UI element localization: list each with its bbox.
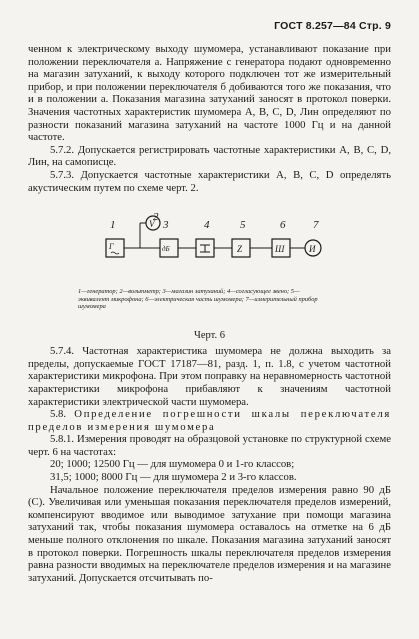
section-title: Определение погрешности шкалы переключателя пределов измерения шумомера: [28, 408, 392, 433]
measuring-instrument-label: И: [309, 244, 316, 255]
page-header: ГОСТ 8.257—84 Стр. 9: [274, 20, 391, 32]
frequency-line-2: 31,5; 1000; 8000 Гц — для шумомера 2 и 3-го классов.: [50, 471, 297, 484]
matching-symbol: [200, 245, 210, 252]
electrical-part-label: Ш: [275, 244, 285, 255]
paragraph-initial-position: Начальное положение переключателя пределов измерения равно 90 дБ (С). Увеличивая или уменьшая показания переключателя пределов измерений, компенсируют вводимое или выводимое затухание при помощи магазина затуханий так, чтобы показания шумомера оставалось на отметке на 6 дБ меньше полного отклонения по шкале. Показания магазина затуханий заносят в протокол поверки. Погрешность шкалы переключателя пределов измерения равна разности вводимых на переключателе пределов измерения и на магазине затуханий. Допускается отсчитывать по-: [28, 483, 391, 584]
impedance-label: Z: [237, 244, 243, 255]
figure-number-7: 7: [313, 219, 319, 232]
figure-number-4: 4: [204, 219, 210, 232]
attenuator-label: дБ: [162, 245, 170, 254]
section-5-8-heading: [28, 408, 391, 433]
paragraph-continuation: ченном к электрическому выходу шумомера, устанавливают показание при положении переключателя а. Напряжение с генератора подают одновременно на магазин затуханий, к выходу которого подключен тот же измерительный прибор, и при положении переключателя б добиваются того же показания, что и в положении а. Показания магазина затуханий заносят в протокол поверки. Значения частотных характеристик шумомера А, В, С, D, Лин определяют по разности показаний магазина затуханий на частоте 1000 Гц и на данной частоте.: [28, 43, 391, 144]
paragraph-5-7-4: 5.7.4. Частотная характеристика шумомера не должна выходить за пределы, допускаемые ГОСТ 17187—81, разд. 1, п. 1.8, с учетом частотной характеристики микрофона. При этом поправку на неравномерность частотной характеристики микрофона прибавляют к значениям частотной характеристики электрической части шумомера.: [28, 345, 391, 408]
paragraph-5-7-2: 5.7.2. Допускается регистрировать частотные характеристики А, В, С, D, Лин, на самописце.: [28, 143, 391, 169]
figure-caption: 1—генератор; 2—вольтметр; 3—магазин затуханий; 4—согласующее звено; 5—эквивалент микрофона; 6—электрическая часть шумомера; 7—измерительный прибор шумомера: [78, 288, 318, 311]
section-number: 5.8.: [50, 408, 67, 421]
block-diagram: [28, 202, 391, 288]
page-content: [28, 43, 391, 584]
paragraph-5-7-3: 5.7.3. Допускается частотные характеристики А, В, С, D определять акустическим путем по схеме черт. 2.: [28, 168, 391, 194]
frequency-line-1: 20; 1000; 12500 Гц — для шумомера 0 и 1-го классов;: [50, 458, 295, 471]
figure-6: [28, 202, 391, 328]
figure-number-3: 3: [163, 219, 169, 232]
figure-number-6: 6: [280, 219, 286, 232]
figure-number-5: 5: [240, 219, 246, 232]
generator-label: Г: [109, 242, 114, 252]
voltmeter-label: V: [149, 219, 155, 230]
figure-label: Черт. 6: [194, 330, 225, 342]
wave-icon: [111, 252, 119, 254]
figure-number-2: 2: [153, 211, 159, 224]
paragraph-5-8-1: 5.8.1. Измерения проводят на образцовой установке по структурной схеме черт. 6 на частотах:: [28, 433, 391, 458]
figure-number-1: 1: [110, 219, 116, 232]
